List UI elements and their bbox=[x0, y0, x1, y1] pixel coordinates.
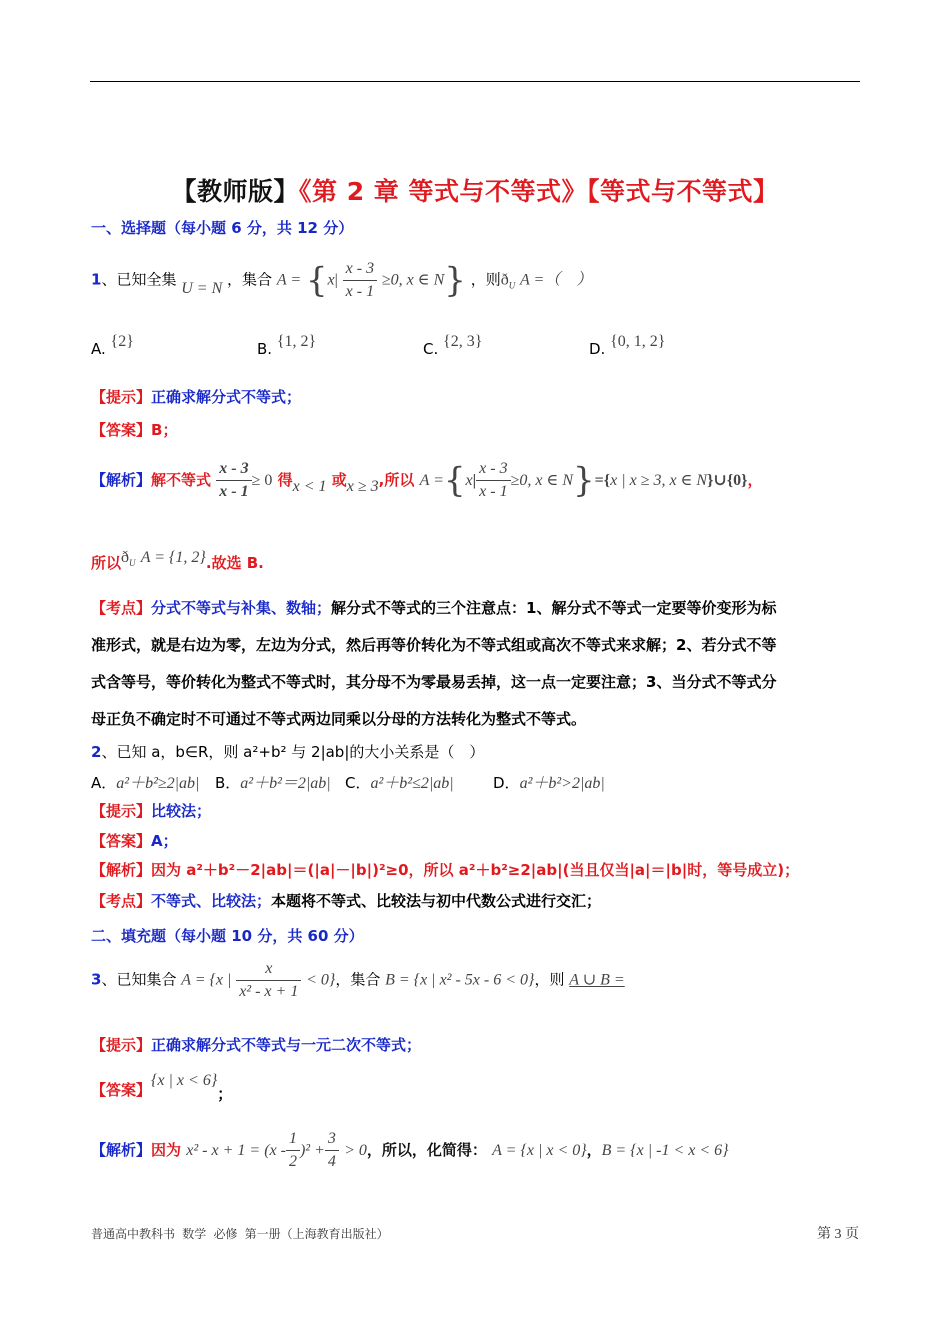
q1-universe: U = N bbox=[181, 279, 223, 297]
q3-answer: 【答案】{x | x < 6}； bbox=[91, 1072, 233, 1103]
q1-option-a: A. {2} bbox=[91, 333, 134, 358]
q1-option-d: D. {0, 1, 2} bbox=[589, 333, 666, 358]
title-edition: 【教师版】 bbox=[171, 177, 299, 206]
footer-page-number: 第 3 页 bbox=[817, 1227, 859, 1242]
q2-option-d: D．a²＋b²>2|ab| bbox=[493, 774, 605, 792]
q3-analysis: 【解析】因为 x² - x + 1 = (x - $\frac{1}{2}$ )² + $\frac{3}{4}$ > 0，所以，化简得： A = {x | x < 0}，B = {x | -1 < x < 6} bbox=[91, 1130, 729, 1170]
q2-kaodian: 【考点】不等式、比较法；本题将不等式、比较法与初中代数公式进行交汇； bbox=[91, 892, 602, 910]
q1-number: 1 bbox=[91, 270, 102, 289]
q2-option-b: B．a²＋b²＝2|ab| bbox=[215, 774, 331, 792]
q2-hint: 【提示】比较法； bbox=[91, 802, 212, 820]
question-2: 2、已知 a，b∈R，则 a²+b² 与 2|ab|的大小关系是（ ） bbox=[91, 743, 485, 761]
q2-answer: 【答案】A； bbox=[91, 832, 178, 850]
title-chapter: 《第 2 章 等式与不等式》【等式与不等式】 bbox=[299, 177, 779, 206]
section-choice-heading: 一、选择题（每小题 6 分，共 12 分） bbox=[91, 219, 354, 237]
q3-hint: 【提示】正确求解分式不等式与一元二次不等式； bbox=[91, 1036, 422, 1054]
q2-option-a: A．a²＋b²≥2|ab| bbox=[91, 774, 200, 792]
page-title bbox=[0, 172, 950, 208]
q1-kaodian: 【考点】分式不等式与补集、数轴；解分式不等式的三个注意点：1、解分式不等式一定要等价变形为标 准形式，就是右边为零，左边为分式，然后再等价转化为不等式组或高次不等式来求解；2、若分式不等 式含等号，等价转化为整式不等式时，其分母不为零最易丢掉，这一点一定要注意；3、当分式不等式分 母正负不确定时不可通过不等式两边同乘以分母的方法转化为整式不等式。 bbox=[91, 599, 777, 728]
footer-textbook: 普通高中教科书 数学 必修 第一册（上海教育出版社） bbox=[91, 1227, 389, 1241]
section-fill-heading: 二、填充题（每小题 10 分，共 60 分） bbox=[91, 927, 364, 945]
q2-option-c: C．a²＋b²≤2|ab| bbox=[345, 774, 454, 792]
question-1: 1、已知全集 U = N ，集合 A = {x| $\frac{x - 3}{x - 1}$ ≥0, x ∈ N} ，则$ð_U$ A =（ ） bbox=[91, 258, 592, 303]
q1-analysis: 【解析】解不等式 $\frac{x - 3}{x - 1}$ ≥ 0 得x < 1 或x ≥ 3,所以 A ={x| $\frac{x - 3}{x - 1}$ ≥0, x ∈ N}={x | x ≥ 3, x ∈ N}∪{0}， bbox=[91, 460, 763, 501]
q1-option-c: C. {2, 3} bbox=[423, 333, 483, 358]
header-rule bbox=[90, 81, 860, 82]
question-3: 3、已知集合 A = {x | $\frac{x}{\text{x² - x + 1}}$ < 0}，集合 B = {x | x² - 5x - 6 < 0}，则 A ∪ B = bbox=[91, 960, 625, 1000]
q1-fraction: $\frac{x - 3}{x - 1}$ bbox=[343, 258, 377, 303]
q2-analysis: 【解析】因为 a²＋b²－2|ab|＝(|a|－|b|)²≥0，所以 a²＋b²≥2|ab|(当且仅当|a|＝|b|时，等号成立)； bbox=[91, 861, 800, 879]
q1-answer: 【答案】B； bbox=[91, 421, 178, 439]
q1-conclusion: 所以$ð_U$ A = {1, 2}.故选 B. bbox=[91, 549, 264, 572]
q1-hint: 【提示】正确求解分式不等式； bbox=[91, 388, 302, 406]
q1-option-b: B. {1, 2} bbox=[257, 333, 317, 358]
